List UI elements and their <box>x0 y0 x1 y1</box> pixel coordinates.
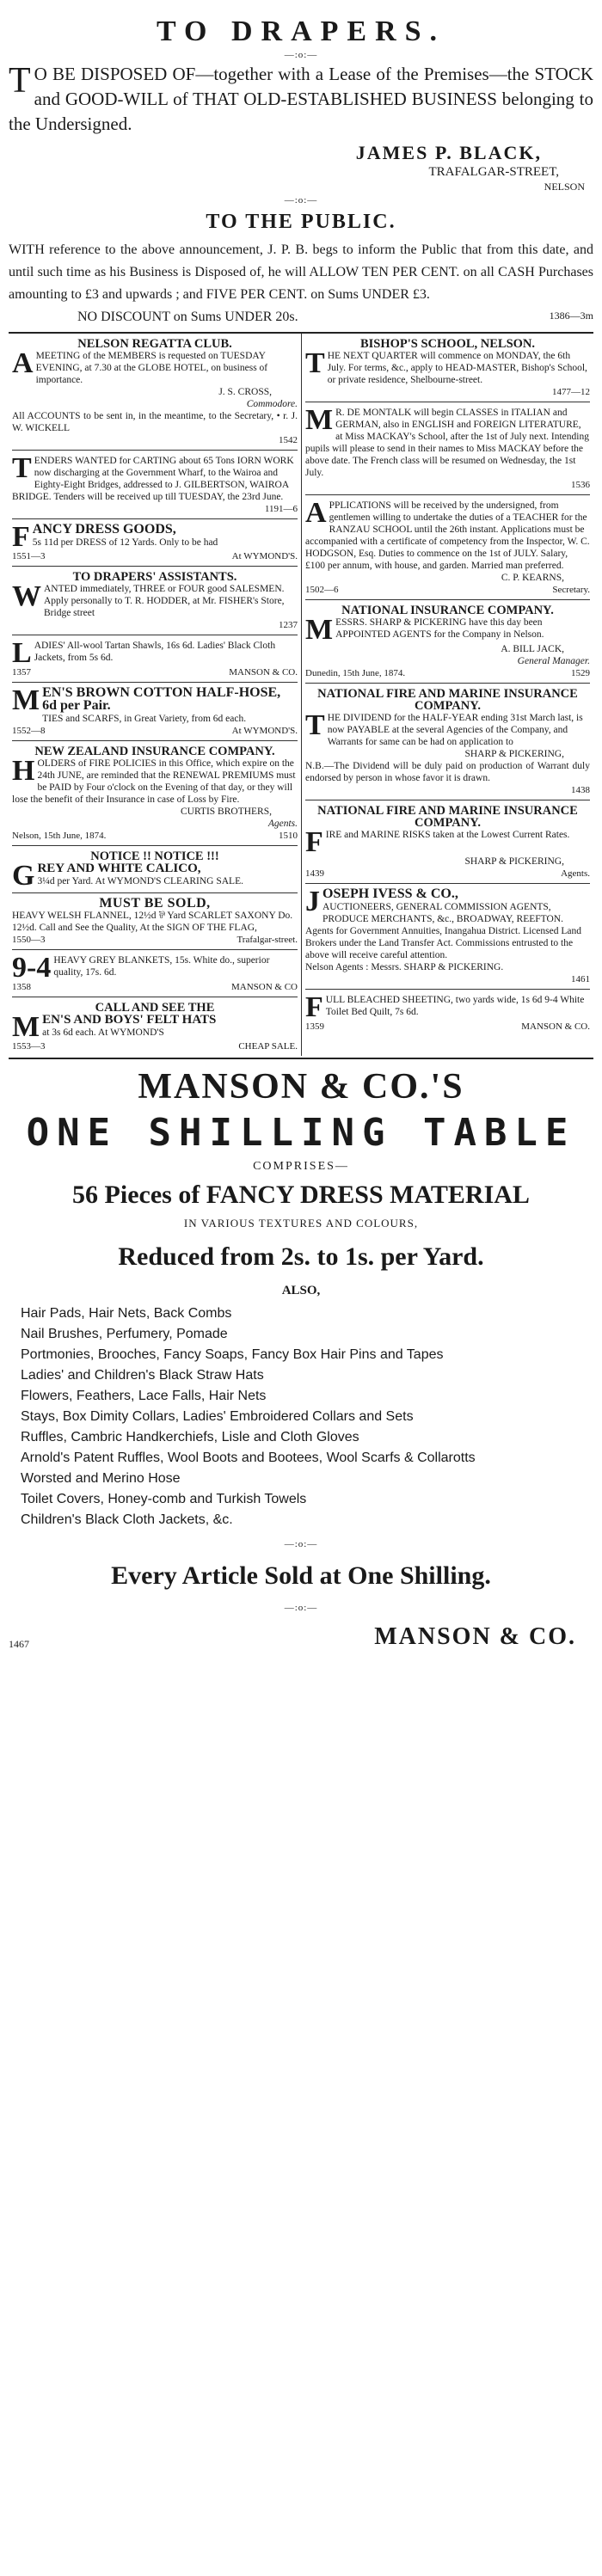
ad-heading-inline: REY AND WHITE CALICO, <box>37 862 201 875</box>
ad-heading: NOTICE !! NOTICE !!! <box>90 849 219 863</box>
separator: —:o:— <box>284 195 318 205</box>
ad-footer-right: MANSON & CO. <box>521 1021 590 1032</box>
ad-body-extra: All ACCOUNTS to be sent in, in the meantime, to the Secretary, • r. J. W. WICKELL <box>12 411 298 433</box>
ad-heading: CALL AND SEE THE <box>95 1001 215 1015</box>
drapers-lead-text: O BE DISPOSED OF—together with a Lease of the Premises—the STOCK and GOOD-WILL of THAT OLD-ESTABLISHED BUSINESS belonging to the Undersigned. <box>9 64 593 134</box>
ad-signature-title: Commodore. <box>246 399 298 409</box>
drapers-street: TRAFALGAR-STREET, <box>428 165 559 179</box>
ad-footer <box>12 666 298 678</box>
drop-cap: F <box>305 991 323 1023</box>
ad-footer <box>12 830 298 842</box>
public-footer <box>9 310 593 325</box>
ad-body: ENDERS WANTED for CARTING about 65 Tons IORN WORK now discharging at the Government Wharf, to the Wairoa and Eighty-Eight Bridges, addressed to J. GILBERTSON, WAIROA BRIDGE. Tenders will be received up till TUESDAY, the 23rd June. <box>12 456 294 502</box>
ad-footer-left: 1551—3 <box>12 551 46 561</box>
ad-heading: NEW ZEALAND INSURANCE COMPANY. <box>34 745 275 758</box>
also-label: ALSO, <box>281 1284 321 1297</box>
ad-signature-title: General Manager. <box>517 656 590 666</box>
drapers-title: TO DRAPERS. <box>156 15 446 47</box>
ad-footer <box>12 1040 298 1052</box>
classified-ad <box>12 451 298 519</box>
ad-footer <box>305 584 590 596</box>
public-ref: 1386—3m <box>549 310 593 322</box>
ad-footer <box>12 934 298 946</box>
classified-ad <box>12 846 298 893</box>
ad-body: ANTED immediately, THREE or FOUR good SALESMEN. Apply personally to T. R. HODDER, at Mr. FISHER's Store, Bridge street <box>44 584 285 618</box>
every-article-line: Every Article Sold at One Shilling. <box>111 1561 491 1590</box>
ad-heading: TO DRAPERS' ASSISTANTS. <box>72 570 237 584</box>
ad-body-block <box>305 991 590 1023</box>
ad-body-block <box>12 1011 298 1043</box>
drop-cap: H <box>12 755 35 787</box>
ad-body-block <box>12 910 298 934</box>
manson-firm: MANSON & CO. <box>374 1623 576 1650</box>
manson-footer <box>9 1623 593 1651</box>
item-list <box>21 1303 593 1530</box>
classified-ad <box>305 884 590 990</box>
classified-ad <box>12 997 298 1056</box>
drop-cap: M <box>305 404 334 436</box>
ad-footer <box>305 667 590 679</box>
drop-cap: T <box>305 709 325 741</box>
drop-cap: M <box>12 684 40 716</box>
ad-body-block <box>305 888 590 961</box>
ad-footer-right: At WYMOND'S. <box>231 551 298 561</box>
list-item: Arnold's Patent Ruffles, Wool Boots and Bootees, Wool Scarfs & Collarotts <box>21 1451 476 1465</box>
ad-heading: BISHOP'S SCHOOL, NELSON. <box>359 337 536 351</box>
ad-body: ADIES' All-wool Tartan Shawls, 16s 6d. Ladies' Black Cloth Jackets, from 5s 6d. <box>34 641 276 663</box>
ad-signature-title: Agents. <box>267 819 298 829</box>
manson-title: MANSON & CO.'S <box>138 1067 464 1107</box>
ad-footer-left: 1359 <box>305 1021 324 1032</box>
classified-ad <box>12 893 298 950</box>
ad-footer-left: 1357 <box>12 667 31 678</box>
drop-cap: F <box>12 521 30 553</box>
ad-ref: 1542 <box>279 435 298 445</box>
classified-ad <box>305 600 590 684</box>
ad-footer-left: Nelson, 15th June, 1874. <box>12 831 107 841</box>
ad-footer-left: 1439 <box>305 868 324 879</box>
ad-footer-right: Trafalgar-street. <box>236 935 298 945</box>
ad-ref: 1536 <box>571 480 590 490</box>
manson-subtitle: ONE SHILLING TABLE <box>26 1111 576 1155</box>
ad-heading: NATIONAL FIRE AND MARINE INSURANCE COMPANY. <box>317 687 578 713</box>
ad-ref: 1191—6 <box>264 504 298 514</box>
ad-footer-left: 1502—6 <box>305 585 339 595</box>
ad-heading-inline: EN'S AND BOYS' FELT HATS <box>42 1013 217 1027</box>
ad-body-block <box>305 826 590 858</box>
drapers-signature: JAMES P. BLACK, <box>355 142 542 163</box>
list-item: Ladies' and Children's Black Straw Hats <box>21 1368 264 1383</box>
ad-footer-right: 1510 <box>279 831 298 841</box>
ad-heading: NELSON REGATTA CLUB. <box>77 337 232 351</box>
classified-ad <box>12 683 298 741</box>
list-item: Nail Brushes, Perfumery, Pomade <box>21 1327 228 1341</box>
ad-ref: 1237 <box>279 620 298 630</box>
classified-ad <box>12 334 298 451</box>
ad-body-block <box>12 521 298 553</box>
drop-cap: W <box>12 580 41 612</box>
ad-footer-right: 1529 <box>571 668 590 678</box>
ad-signature: SHARP & PICKERING, <box>464 749 564 759</box>
ad-body-block <box>305 614 590 646</box>
drop-cap: L <box>12 637 32 669</box>
list-item: Portmonies, Brooches, Fancy Soaps, Fancy Box Hair Pins and Tapes <box>21 1347 444 1362</box>
ad-body-block <box>12 684 298 725</box>
ad-heading: NATIONAL INSURANCE COMPANY. <box>341 604 554 617</box>
textures-line: IN VARIOUS TEXTURES AND COLOURS, <box>183 1217 419 1230</box>
ad-body-block <box>12 452 298 503</box>
drop-cap: A <box>305 497 327 529</box>
ad-body: TIES and SCARFS, in Great Variety, from 6d each. <box>42 714 247 724</box>
reduced-line: Reduced from 2s. to 1s. per Yard. <box>118 1242 484 1271</box>
left-column <box>9 334 301 1056</box>
ad-heading-inline: EN'S BROWN COTTON HALF-HOSE, 6d per Pair. <box>42 685 281 713</box>
drop-cap: J <box>305 886 320 917</box>
drop-cap: M <box>12 1011 40 1043</box>
classified-ad <box>12 950 298 997</box>
ad-footer-right: Agents. <box>561 868 590 879</box>
ad-heading-inline: ANCY DRESS GOODS, <box>32 522 176 537</box>
comprises-label: COMPRISES— <box>253 1160 349 1173</box>
ad-body: PPLICATIONS will be received by the undersigned, from gentlemen willing to undertake the duties of a TEACHER for the RANZAU SCHOOL until the 26th instant. Applications must be accompanied with a certificate of competency from the Inspector, W. C. HODGSON, Esq. Duties to commence on the 1st of JULY. Salary, £100 per annum, with house, and garden. Married man preferred. <box>305 500 590 571</box>
ad-body: HE DIVIDEND for the HALF-YEAR ending 31st March last, is now PAYABLE at the several Agencies of the Company, and Warrants for same can be had on application to <box>327 713 583 747</box>
ad-body-block <box>12 347 298 386</box>
ad-ref: 1438 <box>571 785 590 795</box>
drop-cap: T <box>305 347 325 379</box>
ad-body-block <box>12 637 298 669</box>
right-column <box>301 334 593 1056</box>
drapers-town: NELSON <box>544 181 585 193</box>
ad-footer <box>305 1021 590 1033</box>
ad-footer <box>12 981 298 993</box>
ad-body: at 3s 6d each. At WYMOND'S <box>42 1027 164 1038</box>
ad-body: 3¼d per Yard. At WYMOND'S CLEARING SALE. <box>37 876 243 886</box>
ad-body-block <box>12 757 298 806</box>
classified-ad <box>305 800 590 884</box>
ad-body-block <box>305 709 590 748</box>
ad-body-block <box>305 347 590 386</box>
list-item: Worsted and Merino Hose <box>21 1471 181 1486</box>
manson-ref: 1467 <box>9 1638 29 1650</box>
classified-ad <box>305 334 590 402</box>
ad-body: HE NEXT QUARTER will commence on MONDAY, the 6th July. For terms, &c., apply to HEAD-MASTER, Bishop's School, or private residence, Shelbourne-street. <box>327 351 587 385</box>
classified-ad <box>12 741 298 846</box>
ad-body: ESSRS. SHARP & PICKERING have this day been APPOINTED AGENTS for the Company in Nelson. <box>335 617 544 640</box>
ad-foot-line: Nelson Agents : Messrs. SHARP & PICKERING. <box>305 962 504 972</box>
separator: —:o:— <box>284 50 318 60</box>
ad-heading: MUST BE SOLD, <box>99 896 211 911</box>
public-title: TO THE PUBLIC. <box>206 211 396 233</box>
ad-body: MEETING of the MEMBERS is requested on TUESDAY EVENING, at 7.30 at the GLOBE HOTEL, on business of importance. <box>35 351 268 385</box>
ad-body: 5s 11d per DRESS of 12 Yards. Only to be had <box>32 537 218 548</box>
ad-body: IRE and MARINE RISKS taken at the Lowest Current Rates. <box>325 830 570 840</box>
drop-cap: T <box>12 452 32 484</box>
classified-ad <box>305 990 590 1036</box>
ad-body: HEAVY GREY BLANKETS, 15s. White do., superior quality, 17s. 6d. <box>53 955 270 978</box>
ad-footer-right: Secretary. <box>552 585 590 595</box>
ad-footer-left: 1550—3 <box>12 935 46 945</box>
list-item: Stays, Box Dimity Collars, Ladies' Embroidered Collars and Sets <box>21 1409 414 1424</box>
classified-ad <box>305 402 590 495</box>
ad-footer-right: CHEAP SALE. <box>238 1041 298 1052</box>
ad-footer <box>305 868 590 880</box>
list-item: Toilet Covers, Honey-comb and Turkish Towels <box>21 1492 307 1506</box>
drop-cap: G <box>12 860 35 892</box>
ad-footer-left: 1553—3 <box>12 1041 46 1052</box>
ad-body: OLDERS of FIRE POLICIES in this Office, which expire on the 24th JUNE, are reminded that the RENEWAL PREMIUMS must be PAID by Four o'clock on the Evening of that day, or they will lose the benefit of their Insurance in case of Loss by Fire. <box>12 758 296 805</box>
drop-cap: A <box>12 347 34 379</box>
ad-body-block <box>12 860 298 892</box>
public-body: WITH reference to the above announcement, J. P. B. begs to inform the Public that from this date, and until such time as his Business is Disposed of, he will ALLOW TEN PER CENT. on all CASH Purchases amounting to £3 and upwards ; and FIVE PER CENT. on Sums UNDER £3. <box>9 242 593 302</box>
drapers-lead <box>9 62 593 137</box>
ad-body-block <box>12 580 298 619</box>
ad-heading-inline: OSEPH IVESS & CO., <box>322 886 458 901</box>
ad-body-block <box>305 404 590 479</box>
ad-signature: CURTIS BROTHERS, <box>180 807 272 817</box>
pieces-line: 56 Pieces of FANCY DRESS MATERIAL <box>72 1181 530 1209</box>
list-item: Flowers, Feathers, Lace Falls, Hair Nets <box>21 1389 267 1403</box>
ad-ref: 1477—12 <box>552 387 590 397</box>
ad-body-block <box>305 497 590 572</box>
ad-body: AUCTIONEERS, GENERAL COMMISSION AGENTS, PRODUCE MERCHANTS, &c., BROADWAY, REEFTON. Agents for Government Annuities, Inangahua District. Licensed Land Brokers under the Land Transfer Act. Commissions entrusted to the above will receive careful attention. <box>305 902 581 960</box>
classified-ad <box>12 635 298 683</box>
ad-ref: 1461 <box>571 974 590 984</box>
list-item: Children's Black Cloth Jackets, &c. <box>21 1512 233 1527</box>
ad-body-extra: N.B.—The Dividend will be duly paid on production of Warrant duly endorsed by person in whose favor it is drawn. <box>305 761 590 783</box>
drop-cap: 9-4 <box>12 952 52 984</box>
ad-footer-left: 1552—8 <box>12 726 46 736</box>
drop-cap: T <box>9 61 31 101</box>
ad-body: R. DE MONTALK will begin CLASSES in ITALIAN and GERMAN, also in ENGLISH and FOREIGN LITERATURE, at Miss MACKAY's School, after the 1st of July next. Intending pupils will please to send in their names to Miss MACKAY before the above date. The French class will be resumed on Wednesday, the 1st July. <box>305 408 589 478</box>
ad-footer-left: Dunedin, 15th June, 1874. <box>305 668 406 678</box>
public-ad <box>9 211 593 325</box>
drop-cap: F <box>305 826 323 858</box>
ad-body-block <box>12 952 298 984</box>
ad-footer-left: 1358 <box>12 982 31 992</box>
ad-signature: SHARP & PICKERING, <box>464 856 564 867</box>
list-item: Ruffles, Cambric Handkerchiefs, Lisle and Cloth Gloves <box>21 1430 359 1444</box>
no-discount-line: NO DISCOUNT on Sums UNDER 20s. <box>77 310 298 324</box>
ad-footer-right: MANSON & CO <box>230 982 298 992</box>
ad-footer-right: At WYMOND'S. <box>231 726 298 736</box>
classified-ad <box>305 684 590 800</box>
separator: —:o:— <box>284 1539 318 1549</box>
ad-footer <box>12 550 298 562</box>
classified-ad <box>12 567 298 635</box>
ad-signature: A. BILL JACK, <box>501 644 564 654</box>
classified-ad <box>305 495 590 600</box>
drapers-ad <box>9 15 593 205</box>
separator: —:o:— <box>284 1603 318 1613</box>
classified-ad <box>12 519 298 567</box>
classified-columns <box>9 332 593 1056</box>
ad-signature: C. P. KEARNS, <box>501 573 564 583</box>
ad-footer-right: MANSON & CO. <box>229 667 298 678</box>
ad-heading: NATIONAL FIRE AND MARINE INSURANCE COMPANY. <box>317 804 578 830</box>
ad-body: HEAVY WELSH FLANNEL, 12½d ⅌ Yard SCARLET SAXONY Do. 12½d. Call and See the Quality, At the SIGN OF THE FLAG, <box>12 911 293 933</box>
ad-signature: J. S. CROSS, <box>218 387 272 397</box>
ad-body: ULL BLEACHED SHEETING, two yards wide, 1s 6d 9-4 White Toilet Bed Quilt, 7s 6d. <box>325 995 585 1017</box>
newspaper-page <box>9 15 593 1651</box>
ad-footer <box>12 725 298 737</box>
list-item: Hair Pads, Hair Nets, Back Combs <box>21 1306 232 1321</box>
manson-ad <box>9 1058 593 1651</box>
drop-cap: M <box>305 614 334 646</box>
